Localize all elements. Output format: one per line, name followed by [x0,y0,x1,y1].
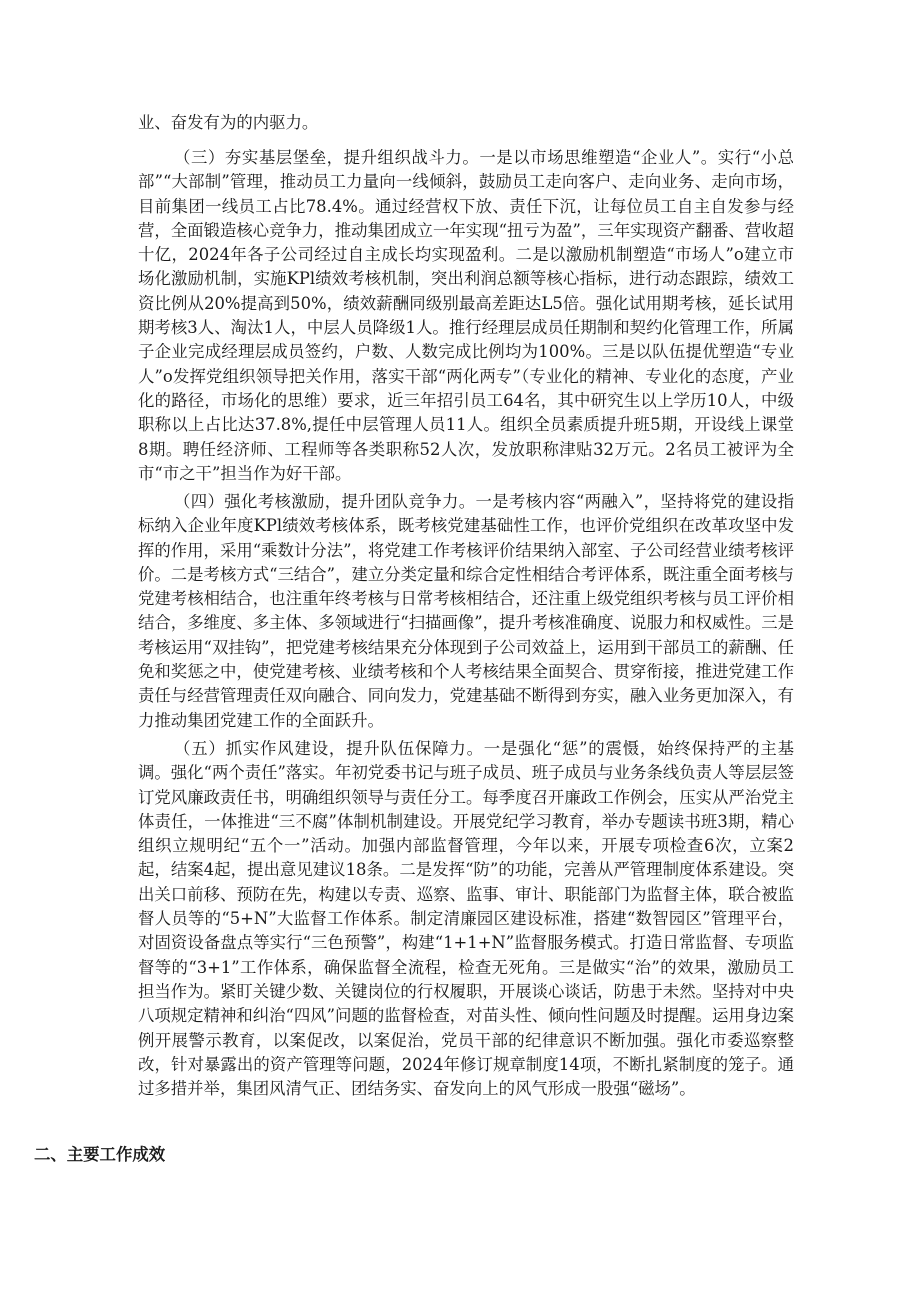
paragraph-section-4: （四）强化考核激励，提升团队竞争力。一是考核内容“两融入”，坚持将党的建设指标纳入企业年度KPl绩效考核体系，既考核党建基础性工作，也评价党组织在改革攻坚中发挥的作用，采用“乘数计分法”，将党建工作考核评价结果纳入部室、子公司经营业绩考核评价。二是考核方式“三结合”，建立分类定量和综合定性相结合考评体系，既注重全面考核与党建考核相结合，也注重年终考核与日常考核相结合，还注重上级党组织考核与员工评价相结合，多维度、多主体、多领域进行“扫描画像”，提升考核准确度、说服力和权威性。三是考核运用“双挂钩”，把党建考核结果充分体现到子公司效益上，运用到干部员工的薪酬、任免和奖惩之中，使党建考核、业绩考核和个人考核结果全面契合、贯穿衔接，推进党建工作责任与经营管理责任双向融合、同向发力，党建基础不断得到夯实，融入业务更加深入，有力推动集团党建工作的全面跃升。 [138,492,794,730]
paragraph-section-5: （五）抓实作风建设，提升队伍保障力。一是强化“惩”的震慑，始终保持严的主基调。强化“两个责任”落实。年初党委书记与班子成员、班子成员与业务条线负责人等层层签订党风廉政责任书，明确组织领导与责任分工。每季度召开廉政工作例会，压实从严治党主体责任，一体推进“三不腐”体制机制建设。开展党纪学习教育，举办专题读书班3期，精心组织立规明纪“五个一”活动。加强内部监督管理，今年以来，开展专项检查6次，立案2起，结案4起，提出意见建议18条。二是发挥“防”的功能，完善从严管理制度体系建设。突出关口前移、预防在先，构建以专责、巡察、监事、审计、职能部门为监督主体，联合被监督人员等的“5+N”大监督工作体系。制定清廉园区建设标准，搭建“数智园区”管理平台，对固资设备盘点等实行“三色预警”，构建“1+1+N”监督服务模式。打造日常监督、专项监督等的“3+1”工作体系，确保监督全流程，检查无死角。三是做实“治”的效果，激励员工担当作为。紧盯关键少数、关键岗位的行权履职，开展谈心谈话，防患于未然。坚持对中央八项规定精神和纠治“四风”问题的监督检查，对苗头性、倾向性问题及时提醒。运用身边案例开展警示教育，以案促改，以案促治，党员干部的纪律意识不断加强。强化市委巡察整改，针对暴露出的资产管理等问题，2024年修订规章制度14项，不断扎紧制度的笼子。通过多措并举，集团风清气正、团结务实、奋发向上的风气形成一股强“磁场”。 [138,739,794,1099]
section-heading: 二、主要工作成效 [34,1145,166,1164]
paragraph-section-3: （三）夯实基层堡垒，提升组织战斗力。一是以市场思维塑造“企业人”。实行“小总部”“大部制”管理，推动员工力量向一线倾斜，鼓励员工走向客户、走向业务、走向市场，目前集团一线员工占比78.4%。通过经营权下放、责任下沉，让每位员工自主自发参与经营，全面锻造核心竞争力，推动集团成立一年实现“扭亏为盈”，三年实现资产翻番、营收超十亿，2024年各子公司经过自主成长均实现盈利。二是以激励机制塑造“市场人”o建立市场化激励机制，实施KPl绩效考核机制，突出利润总额等核心指标，进行动态跟踪，绩效工资比例从20%提高到50%，绩效薪酬同级别最高差距达L5倍。强化试用期考核，延长试用期考核3人、淘汰1人，中层人员降级1人。推行经理层成员任期制和契约化管理工作，所属子企业完成经理层成员签约，户数、人数完成比例均为100%。三是以队伍提优塑造“专业人”o发挥党组织领导把关作用，落实干部“两化两专”（专业化的精神、专业化的态度，产业化的路径，市场化的思维）要求，近三年招引员工64名，其中研究生以上学历10人，中级职称以上占比达37.8%,提任中层管理人员11人。组织全员素质提升班5期，开设线上课堂8期。聘任经济师、工程师等各类职称52人次，发放职称津贴32万元。2名员工被评为全市“市之干”担当作为好干部。 [138,148,794,483]
paragraph-continuation: 业、奋发有为的内驱力。 [138,113,319,132]
